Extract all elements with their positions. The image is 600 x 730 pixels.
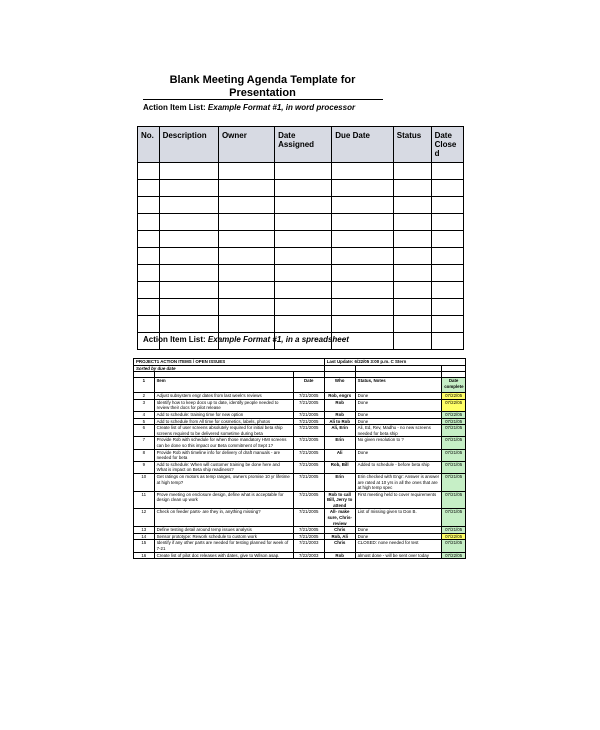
table-cell [393, 265, 431, 282]
sheet-row [134, 491, 466, 509]
table-cell [138, 316, 160, 333]
table-body [138, 163, 464, 350]
sheet-cell-date-complete: 07/22/05 [442, 533, 466, 540]
table-cell [218, 180, 274, 197]
table-cell [431, 316, 463, 333]
sheet-cell-status: Added to schedule - before beta ship [355, 461, 442, 473]
table-cell [218, 231, 274, 248]
sheet-cell-who: Erin [324, 437, 355, 449]
sheet-cell-date: 7/21/2005 [293, 437, 324, 449]
sheet-cell-date-complete: 07/21/05 [442, 473, 466, 491]
sheet-cell-status: List of missing given to Don B. [355, 509, 442, 527]
sheet-cell-status: CLOSED: none needed for test [355, 540, 442, 552]
table-cell [431, 333, 463, 350]
table-row [138, 299, 464, 316]
table-cell [138, 265, 160, 282]
title-line-1: Blank Meeting Agenda Template for [169, 74, 356, 86]
sheet-cell-status: Done [355, 418, 442, 425]
sheet-cell-date-complete: 07/21/05 [442, 425, 466, 437]
sheet-row [134, 411, 466, 418]
title-line-2: Presentation [229, 87, 296, 99]
sheet-cell-item: Provide Rob with schedule for when those mandatory HMI screens can be done so this impact our Beta commitment of Sept 1? [154, 437, 293, 449]
sheet-cell-status: Done [355, 399, 442, 411]
table-cell [332, 265, 394, 282]
table-cell [431, 180, 463, 197]
table-cell [431, 248, 463, 265]
sheet-cell-no: 13 [134, 527, 155, 534]
table-cell [218, 197, 274, 214]
sheet-cell-date: 7/21/2005 [293, 425, 324, 437]
sheet-col-date-complete: Date complete [442, 378, 466, 393]
sheet-last-update: Last Update: 6/22/05 3:00 p.m. C Stern [324, 359, 465, 366]
sheet-cell-who: Chris [324, 527, 355, 534]
col-no: No. [138, 127, 160, 163]
table-cell [218, 282, 274, 299]
sheet-cell-who: Rob, Bill [324, 461, 355, 473]
table-cell [431, 282, 463, 299]
sheet-row [134, 533, 466, 540]
table-cell [218, 163, 274, 180]
table-cell [159, 282, 218, 299]
col-date-closed: Date Close d [431, 127, 463, 163]
sheet-cell-no: 12 [134, 509, 155, 527]
sheet-cell-who: Rob to call Bill, Jerry to attend [324, 491, 355, 509]
sheet-cell-item: Check on feeder parts- are they in, anything missing? [154, 509, 293, 527]
table-cell [138, 180, 160, 197]
sheet-row [134, 540, 466, 552]
table-cell [332, 282, 394, 299]
sheet-sorted-by: Sorted by due date [134, 365, 325, 372]
table-cell [431, 197, 463, 214]
sheet-col-item: Item [154, 378, 293, 393]
sheet-cell-date-complete: 07/22/05 [442, 399, 466, 411]
table-cell [138, 197, 160, 214]
table-row [138, 248, 464, 265]
sheet-cell-date: 7/22/2003 [293, 552, 324, 559]
sheet-cell-status: Done [355, 393, 442, 400]
sheet-sort-row [134, 365, 466, 372]
table-cell [138, 248, 160, 265]
sheet-row [134, 461, 466, 473]
table-cell [393, 299, 431, 316]
sheet-cell-date-complete: 07/21/05 [442, 527, 466, 534]
document-title [150, 74, 375, 100]
sheet-cell-who: Rob, Ali [324, 533, 355, 540]
sheet-row [134, 509, 466, 527]
sheet-cell-status: First meeting held to cover requirements [355, 491, 442, 509]
table-cell [332, 299, 394, 316]
table-cell [431, 231, 463, 248]
table-cell [159, 163, 218, 180]
table-cell [138, 214, 160, 231]
sheet-cell-item: Add to schedule from All time for cosmetics, labels, photos [154, 418, 293, 425]
table-cell [431, 214, 463, 231]
sheet-project-title: PROJECT1 ACTION ITEMS / OPEN ISSUES [134, 359, 325, 366]
sheet-cell-item: Provide Rob with timeline info for delivery of draft manuals - are needed for beta [154, 449, 293, 461]
table-cell [159, 180, 218, 197]
sheet-row [134, 527, 466, 534]
table-cell [275, 248, 332, 265]
sheet-cell-no: 14 [134, 533, 155, 540]
sheet-cell-item: Identify if any other parts are needed for testing planned for week of 7-21 [154, 540, 293, 552]
sheet-cell-date: 7/21/2005 [293, 491, 324, 509]
table-cell [138, 282, 160, 299]
col-due-date: Due Date [332, 127, 394, 163]
sheet-cell-date: 7/21/2005 [293, 411, 324, 418]
caption-label: Action Item List: [143, 335, 206, 344]
table-cell [159, 231, 218, 248]
sheet-cell-item: Define testing detail around temp issues analysis [154, 527, 293, 534]
sheet-cell-item: Prove meeting on enclosure design, define what is acceptable for design clean up work [154, 491, 293, 509]
table-row [138, 282, 464, 299]
table-cell [275, 163, 332, 180]
sheet-col-who: Who [324, 378, 355, 393]
sheet-cell-date: 7/21/2005 [293, 527, 324, 534]
caption-text: Example Format #1, in word processor [207, 103, 356, 112]
table-row [138, 197, 464, 214]
table-cell [393, 180, 431, 197]
table-cell [332, 197, 394, 214]
sheet-row [134, 393, 466, 400]
table-cell [332, 231, 394, 248]
sheet-cell-date: 7/21/2005 [293, 533, 324, 540]
table-cell [159, 265, 218, 282]
table-cell [431, 163, 463, 180]
table-cell [393, 214, 431, 231]
sheet-row [134, 399, 466, 411]
sheet-cell-who: Rob [324, 399, 355, 411]
sheet-cell-status: Done [355, 527, 442, 534]
sheet-row [134, 418, 466, 425]
table-cell [159, 214, 218, 231]
sheet-empty-cell [442, 365, 466, 372]
table-cell [275, 265, 332, 282]
sheet-cell-item: Sensor prototype: Rework schedule to custom work [154, 533, 293, 540]
sheet-row [134, 449, 466, 461]
table-cell [332, 180, 394, 197]
sheet-col-date: Date [293, 378, 324, 393]
sheet-cell-status: Done [355, 533, 442, 540]
sheet-cell-no: 16 [134, 552, 155, 559]
table-row [138, 231, 464, 248]
table-cell [393, 163, 431, 180]
sheet-col-status: Status, Notes [355, 378, 442, 393]
table-cell [332, 163, 394, 180]
sheet-row [134, 425, 466, 437]
table-cell [393, 282, 431, 299]
sheet-cell-no: 5 [134, 418, 155, 425]
table-row [138, 316, 464, 333]
table-cell [393, 316, 431, 333]
sheet-cell-date: 7/21/2005 [293, 393, 324, 400]
table-row [138, 180, 464, 197]
table-cell [332, 214, 394, 231]
col-date-assigned: Date Assigned [275, 127, 332, 163]
sheet-cell-who: Rob, engrs [324, 393, 355, 400]
sheet-cell-date-complete: 07/21/05 [442, 437, 466, 449]
sheet-cell-no: 11 [134, 491, 155, 509]
sheet-empty-cell [355, 365, 442, 372]
table-row [138, 265, 464, 282]
sheet-cell-item: Add to schedule: When will customer training be done here and What is impact on Beta ship readiness? [154, 461, 293, 473]
sheet-cell-item: Adjust subsystem engr dates from last week's reviews [154, 393, 293, 400]
sheet-cell-date-complete: 07/22/05 [442, 552, 466, 559]
sheet-cell-item: Get ratings on motors as temp ranges, owners promise 10 yr lifetime at high temp? [154, 473, 293, 491]
sheet-cell-no: 7 [134, 437, 155, 449]
sheet-cell-who: Ali to Rob [324, 418, 355, 425]
sheet-cell-no: 10 [134, 473, 155, 491]
sheet-cell-who: Chris [324, 540, 355, 552]
title-divider [143, 99, 383, 100]
table-cell [275, 299, 332, 316]
table-cell [138, 231, 160, 248]
table-cell [159, 248, 218, 265]
sheet-cell-no: 9 [134, 461, 155, 473]
table-cell [159, 316, 218, 333]
table-cell [218, 299, 274, 316]
sheet-cell-no: 2 [134, 393, 155, 400]
sheet-cell-who: Erin [324, 473, 355, 491]
caption-text: Example Format #1, in a spreadsheet [207, 335, 349, 344]
table-cell [393, 231, 431, 248]
sheet-cell-item: Create list of pilot doc releases with dates, give to Wilson asap. [154, 552, 293, 559]
table-cell [431, 299, 463, 316]
sheet-cell-item: Create list of user screens absolutely required for initial beta ship screens required to be delivered sometime during beta [154, 425, 293, 437]
action-item-table [137, 126, 464, 350]
table-row [138, 163, 464, 180]
sheet-title-row [134, 359, 466, 366]
sheet-cell-no: 15 [134, 540, 155, 552]
sheet-cell-who: Ali [324, 449, 355, 461]
sheet-cell-status: Ali, Ed, Rev, Madhu - no new screens needed for beta ship [355, 425, 442, 437]
col-status: Status [393, 127, 431, 163]
sheet-cell-who: Rob [324, 411, 355, 418]
sheet-cell-no: 3 [134, 399, 155, 411]
sheet-cell-status: Done [355, 411, 442, 418]
sheet-cell-status: No given resolution to ? [355, 437, 442, 449]
table-cell [393, 197, 431, 214]
sheet-cell-no: 6 [134, 425, 155, 437]
table-cell [275, 316, 332, 333]
table-cell [138, 299, 160, 316]
sheet-cell-item: Identify how to keep docs up to date, identify people needed to review their docs for pilot release [154, 399, 293, 411]
table-cell [431, 265, 463, 282]
table-cell [159, 197, 218, 214]
caption-spreadsheet [143, 335, 349, 344]
sheet-cell-date-complete: 07/21/05 [442, 509, 466, 527]
sheet-cell-date: 7/21/2005 [293, 418, 324, 425]
table-row [138, 214, 464, 231]
table-cell [275, 282, 332, 299]
table-cell [218, 316, 274, 333]
sheet-cell-who: All- make sure, Chris- review [324, 509, 355, 527]
col-owner: Owner [218, 127, 274, 163]
sheet-column-header-row [134, 378, 466, 393]
sheet-cell-date: 7/21/2005 [293, 461, 324, 473]
sheet-cell-date-complete: 07/22/05 [442, 393, 466, 400]
sheet-cell-date-complete: 07/21/05 [442, 491, 466, 509]
sheet-cell-who: Rob [324, 552, 355, 559]
sheet-cell-date: 7/21/2005 [293, 509, 324, 527]
caption-word-processor [143, 103, 355, 112]
table-cell [275, 197, 332, 214]
sheet-empty-cell [324, 365, 355, 372]
sheet-cell-date-complete: 07/21/05 [442, 418, 466, 425]
table-cell [218, 248, 274, 265]
sheet-col-no: 1 [134, 378, 155, 393]
sheet-row [134, 552, 466, 559]
sheet-cell-status: almost done - will be sent over today [355, 552, 442, 559]
col-description: Description [159, 127, 218, 163]
sheet-cell-date-complete: 07/21/05 [442, 461, 466, 473]
table-cell [275, 214, 332, 231]
sheet-row [134, 473, 466, 491]
table-cell [393, 333, 431, 350]
table-cell [393, 248, 431, 265]
sheet-cell-who: Ali, Erin [324, 425, 355, 437]
spreadsheet-body [134, 359, 466, 559]
sheet-row [134, 437, 466, 449]
table-cell [332, 248, 394, 265]
sheet-cell-date: 7/21/2005 [293, 399, 324, 411]
sheet-cell-date: 7/21/2005 [293, 473, 324, 491]
sheet-cell-item: Add to schedule: training time for new option [154, 411, 293, 418]
table-header-row [138, 127, 464, 163]
table-cell [218, 214, 274, 231]
spreadsheet-table [133, 358, 466, 559]
sheet-cell-date: 7/21/2003 [293, 540, 324, 552]
table-cell [159, 299, 218, 316]
sheet-cell-date-complete: 07/21/05 [442, 449, 466, 461]
sheet-cell-status: Done [355, 449, 442, 461]
caption-label: Action Item List: [143, 103, 206, 112]
table-cell [275, 180, 332, 197]
sheet-cell-date-complete: 07/21/05 [442, 540, 466, 552]
table-cell [275, 231, 332, 248]
sheet-cell-status: Erin checked with Engr: Answer is answer are rated at 10 yrs in all the ones that are at high temp spec [355, 473, 442, 491]
table-cell [218, 265, 274, 282]
table-cell [138, 163, 160, 180]
sheet-cell-date-complete: 07/22/05 [442, 411, 466, 418]
table-cell [332, 316, 394, 333]
sheet-cell-date: 7/21/2005 [293, 449, 324, 461]
sheet-cell-no: 4 [134, 411, 155, 418]
sheet-cell-no: 8 [134, 449, 155, 461]
